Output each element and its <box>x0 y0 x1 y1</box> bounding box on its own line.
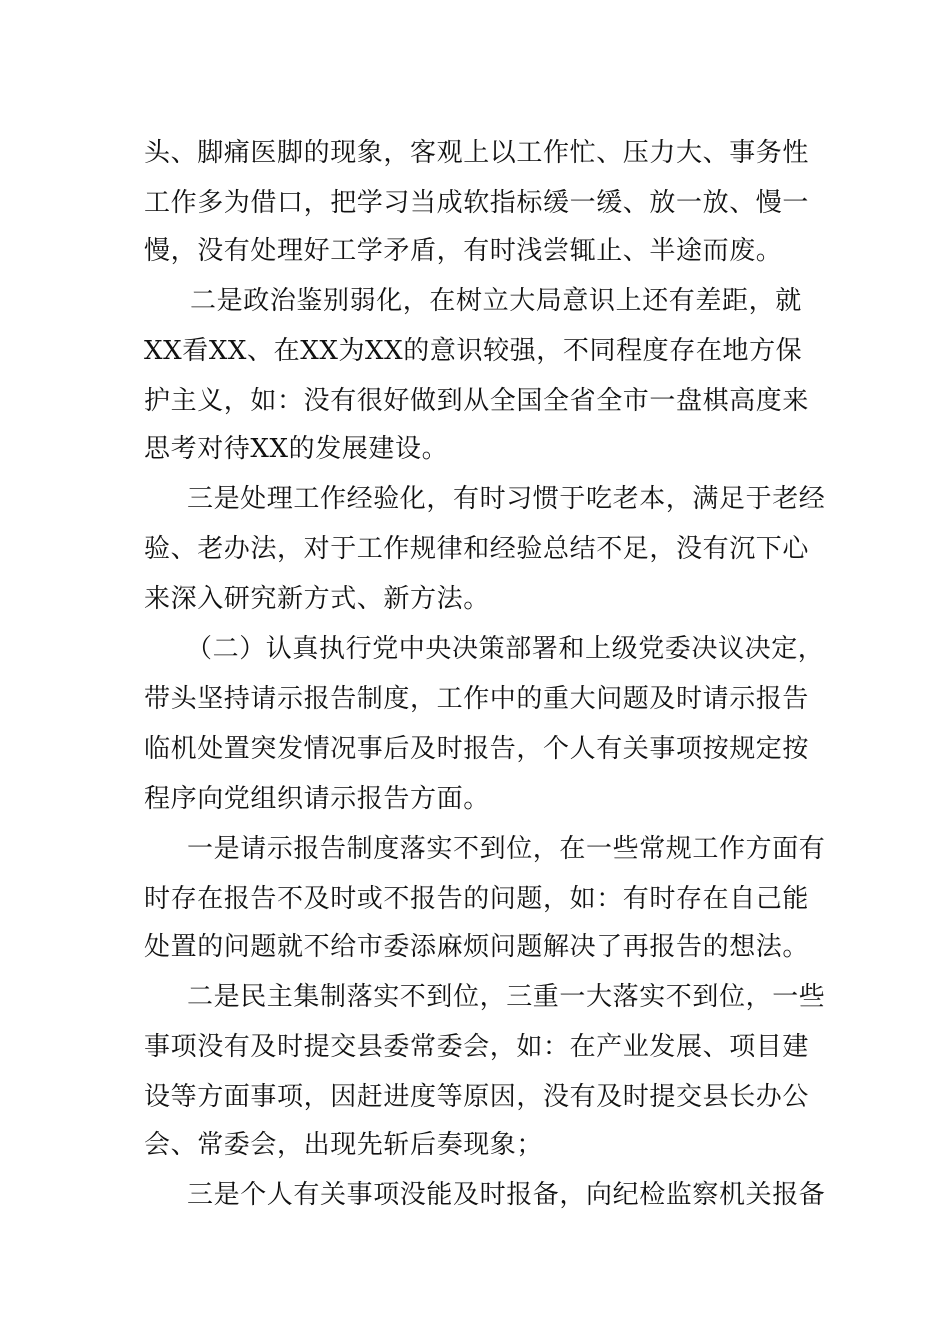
text-line: 三是个人有关事项没能及时报备，向纪检监察机关报备 <box>187 1180 826 1210</box>
text-line: 护主义，如：没有很好做到从全国全省全市一盘棋高度来 <box>144 386 810 416</box>
text-line: 头、脚痛医脚的现象，客观上以工作忙、压力大、事务性 <box>144 138 810 168</box>
text-line: XX看XX、在XX为XX的意识较强，不同程度存在地方保 <box>144 336 803 366</box>
text-line: 事项没有及时提交县委常委会，如：在产业发展、项目建 <box>144 1032 810 1062</box>
text-line: 处置的问题就不给市委添麻烦问题解决了再报告的想法。 <box>144 932 810 962</box>
text-line: 慢，没有处理好工学矛盾，有时浅尝辄止、半途而废。 <box>144 236 783 266</box>
text-line: 临机处置突发情况事后及时报告，个人有关事项按规定按 <box>144 734 810 764</box>
text-line: （二）认真执行党中央决策部署和上级党委决议决定， <box>186 634 825 664</box>
text-line: 设等方面事项，因赶进度等原因，没有及时提交县长办公 <box>144 1082 810 1112</box>
text-line: 二是民主集制落实不到位，三重一大落实不到位，一些 <box>187 982 826 1012</box>
text-line: 会、常委会，出现先斩后奏现象； <box>144 1130 544 1160</box>
text-line: 工作多为借口，把学习当成软指标缓一缓、放一放、慢一 <box>144 188 810 218</box>
text-line: 来深入研究新方式、新方法。 <box>144 584 490 614</box>
text-line: 程序向党组织请示报告方面。 <box>144 784 490 814</box>
text-line: 时存在报告不及时或不报告的问题，如：有时存在自己能 <box>144 884 810 914</box>
text-line: 三是处理工作经验化，有时习惯于吃老本，满足于老经 <box>187 484 826 514</box>
text-line: 带头坚持请示报告制度，工作中的重大问题及时请示报告 <box>144 684 810 714</box>
text-line: 一是请示报告制度落实不到位，在一些常规工作方面有 <box>187 834 826 864</box>
text-line: 验、老办法，对于工作规律和经验总结不足，没有沉下心 <box>144 534 810 564</box>
text-line: 思考对待XX的发展建设。 <box>144 434 449 464</box>
text-line: 二是政治鉴别弱化，在树立大局意识上还有差距，就 <box>190 286 802 316</box>
